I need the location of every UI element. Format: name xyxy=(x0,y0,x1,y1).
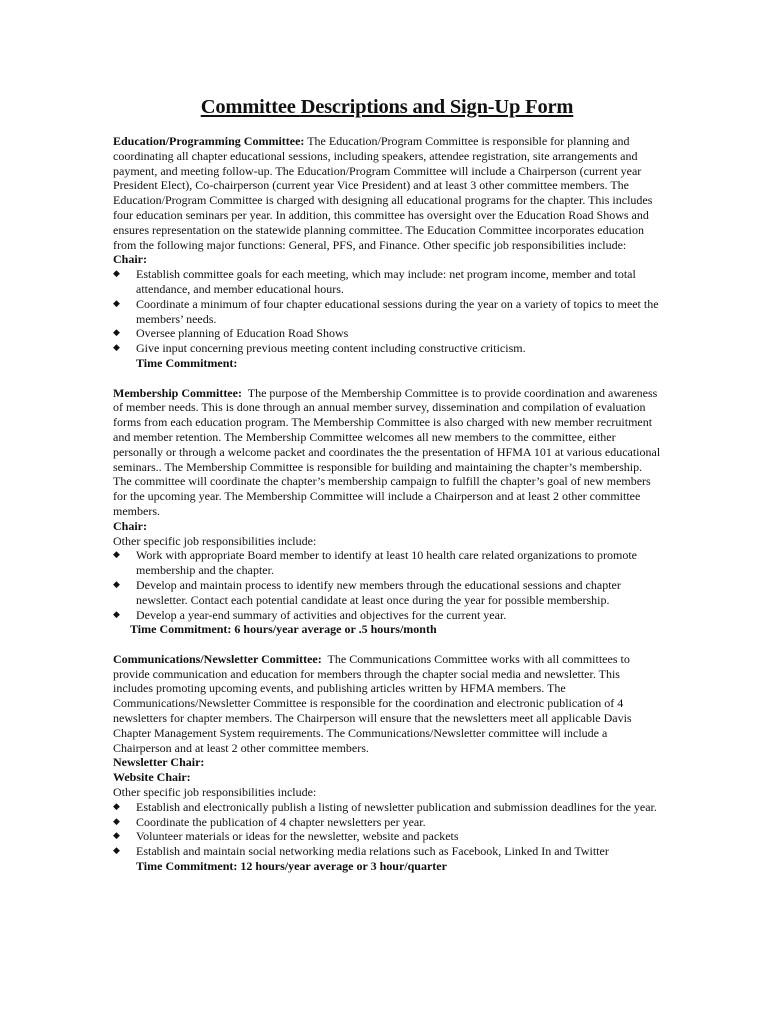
education-chair-label: Chair: xyxy=(113,252,147,267)
black-diamond-icon: ◆ xyxy=(113,609,120,620)
membership-description-text: The purpose of the Membership Committee is to provide coordination and awareness of member needs. This is done through an annual member survey, dissemination and compilation of evaluation forms from each education program. The Membership Committee is also charged with new member recruitment and member retention. The Membership Committee welcomes all new members to the committee, either personally or through a welcome packet and coordinates the the presentation of HFMA 101 at various educational seminars.. The Membership Committee is responsible for building and maintaining the chapter’s membership. The committee will coordinate the chapter’s membership campaign to fulfill the chapter’s goal of new members for the upcoming year. The Membership Committee will include a Chairperson and at least 2 other committee members. xyxy=(113,385,661,518)
black-diamond-icon: ◆ xyxy=(113,550,120,561)
newsletter-chair-label: Newsletter Chair: xyxy=(113,755,205,770)
education-responsibilities-list xyxy=(113,267,661,356)
education-time-commitment: Time Commitment: xyxy=(136,355,238,370)
black-diamond-icon: ◆ xyxy=(113,831,120,842)
document-title: Committee Descriptions and Sign-Up Form xyxy=(200,96,574,118)
black-diamond-icon: ◆ xyxy=(113,816,120,827)
list-item: ◆ Coordinate a minimum of four chapter educational sessions during the year on a variety of topics to meet the members’ needs. xyxy=(113,296,659,326)
list-item: ◆ Coordinate the publication of 4 chapter newsletters per year. xyxy=(113,814,426,829)
communications-committee-section xyxy=(113,652,661,874)
membership-other-label: Other specific job responsibilities include: xyxy=(113,533,317,548)
black-diamond-icon: ◆ xyxy=(113,846,120,857)
list-item: ◆ Develop a year-end summary of activities and objectives for the current year. xyxy=(113,607,507,622)
list-item: ◆ Volunteer materials or ideas for the newsletter, website and packets xyxy=(113,829,459,844)
black-diamond-icon: ◆ xyxy=(113,298,120,309)
education-committee-section xyxy=(113,134,661,371)
website-chair-label: Website Chair: xyxy=(113,770,191,785)
education-heading: Education/Programming Committee: xyxy=(113,134,305,148)
education-description-text: The Education/Program Committee is responsible for planning and coordinating all chapter educational sessions, including speakers, attendee registration, site arrangements and payment, and meeting follow-up. The Education/Program Committee will include a Chairperson (current year President Elect), Co-chairperson (current year Vice President) and at least 3 other committee members. The Education/Program Committee is charged with designing all educational programs for the chapter. This includes four education seminars per year. In addition, this committee has oversight over the Education Road Shows and ensures representation on the statewide planning committee. The Education Committee incorporates education from the following major functions: General, PFS, and Finance. Other specific job responsibilities include: xyxy=(113,134,653,252)
membership-heading: Membership Committee: xyxy=(113,385,242,400)
membership-chair-label: Chair: xyxy=(113,518,147,533)
black-diamond-icon: ◆ xyxy=(113,328,120,339)
list-item: ◆ Work with appropriate Board member to identify at least 10 health care related organizations to promote membership and the chapter. xyxy=(113,548,637,578)
list-item: ◆ Establish committee goals for each meeting, which may include: net program income, member and total attendance, and member educational hours. xyxy=(113,267,636,296)
communications-description-text: The Communications Committee works with all committees to provide communication and education for members through the chapter social media and newsletter. This includes promoting upcoming events, and publishing articles written by HFMA members. The Communications/Newsletter Committee is responsible for the coordination and electronic publication of 4 newsletters for chapter members. The Chairperson will ensure that the newsletters meet all applicable Davis Chapter Management System requirements. The Communications/Newsletter committee will include a Chairperson and at least 2 other committee members. xyxy=(113,651,632,755)
black-diamond-icon: ◆ xyxy=(113,343,120,354)
communications-description xyxy=(113,652,661,756)
document-page xyxy=(113,94,661,874)
black-diamond-icon: ◆ xyxy=(113,579,120,590)
list-item: ◆ Oversee planning of Education Road Shows xyxy=(113,326,349,341)
membership-time-commitment: Time Commitment: 6 hours/year average or .5 hours/month xyxy=(130,622,437,637)
communications-other-label: Other specific job responsibilities include: xyxy=(113,785,317,800)
membership-responsibilities-list xyxy=(113,548,661,622)
spacer xyxy=(113,637,661,652)
black-diamond-icon: ◆ xyxy=(113,801,120,812)
membership-committee-section xyxy=(113,386,661,638)
communications-time-commitment: Time Commitment: 12 hours/year average or 3 hour/quarter xyxy=(136,859,447,874)
list-item: ◆ Give input concerning previous meeting content including constructive criticism. xyxy=(113,341,526,356)
list-item: ◆ Establish and maintain social networking media relations such as Facebook, Linked In and Twitter xyxy=(113,844,609,859)
list-item: ◆ Establish and electronically publish a listing of newsletter publication and submission deadlines for the year. xyxy=(113,799,657,814)
black-diamond-icon: ◆ xyxy=(113,269,120,280)
membership-description xyxy=(113,386,661,519)
communications-heading: Communications/Newsletter Committee: xyxy=(113,651,322,666)
communications-responsibilities-list xyxy=(113,800,661,859)
spacer xyxy=(113,371,661,386)
education-description xyxy=(113,134,661,252)
list-item: ◆ Develop and maintain process to identify new members through the educational sessions and chapter newsletter. Contact each potential candidate at least once during the year for possible membership. xyxy=(113,577,621,607)
